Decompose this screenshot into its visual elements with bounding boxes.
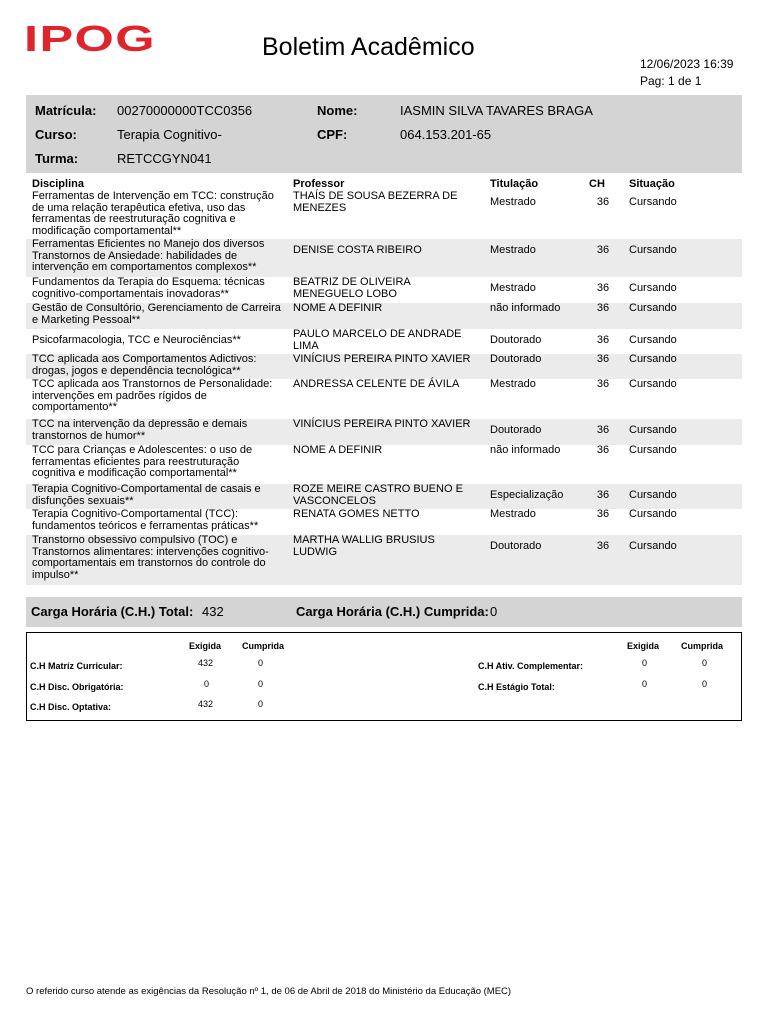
table-row (26, 484, 742, 509)
logo-text: IPOG (24, 22, 156, 54)
matricula-label: Matrícula: (35, 103, 97, 118)
footer-note: O referido curso atende as exigências da Resolução nº 1, de 06 de Abril de 2018 do Ministério da Educação (MEC) (26, 986, 512, 997)
cell-titulacao: Doutorado (484, 354, 583, 379)
cell-professor: NOME A DEFINIR (287, 303, 484, 329)
matriz-curricular-label: C.H Matríz Curricular: (30, 661, 123, 671)
cell-professor: ANDRESSA CELENTE DE ÁVILA (293, 378, 460, 390)
table-header-row (26, 175, 742, 191)
left-exigida-header: Exigida (189, 641, 222, 651)
col-header-titulacao: Titulação (490, 177, 539, 190)
cell-titulacao: não informado (484, 303, 583, 329)
estagio-total-cumprida: 0 (702, 679, 708, 689)
curso-label: Curso: (35, 127, 77, 142)
cell-professor: PAULO MARCELO DE ANDRADE LIMA (293, 328, 462, 352)
left-cumprida-header: Cumprida (242, 641, 285, 651)
cell-ch: 36 (596, 508, 610, 520)
cell-titulacao: não informado (490, 444, 561, 456)
turma-label: Turma: (35, 151, 79, 166)
cell-situacao: Cursando (629, 282, 677, 294)
cell-titulacao: Doutorado (484, 419, 583, 445)
cell-titulacao: Mestrado (490, 378, 536, 390)
cell-titulacao: Mestrado (490, 282, 536, 294)
ativ-complementar-cumprida: 0 (702, 658, 708, 668)
disc-optativa-label: C.H Disc. Optativa: (30, 702, 112, 712)
cell-situacao: Cursando (629, 508, 677, 520)
table-row (26, 419, 742, 445)
col-header-ch: CH (589, 177, 605, 190)
cell-professor: MARTHA WALLIG BRUSIUS LUDWIG (287, 535, 484, 585)
table-row (26, 277, 742, 303)
cell-disciplina: TCC aplicada aos Transtornos de Personalidade: intervenções em padrões rígidos de comportamento** (32, 378, 273, 413)
ativ-complementar-label: C.H Ativ. Complementar: (478, 661, 584, 671)
cell-situacao: Cursando (623, 535, 742, 585)
cell-ch: 36 (596, 334, 610, 346)
cell-ch: 36 (583, 535, 623, 585)
matriz-curricular-cumprida: 0 (258, 658, 264, 668)
cell-disciplina: Terapia Cognitivo-Comportamental (TCC): fundamentos teóricos e ferramentas práticas** (32, 508, 259, 532)
table-row (26, 509, 742, 535)
cell-situacao: Cursando (623, 239, 742, 277)
disc-obrigatoria-exigida: 0 (204, 679, 210, 689)
cell-disciplina: Ferramentas de Intervenção em TCC: construção de uma relação terapêutica efetiva, uso das ferramentas de reestruturação cognitiva e modificação comportamental** (32, 190, 274, 237)
disciplines-body (26, 191, 742, 585)
cell-disciplina: Terapia Cognitivo-Comportamental de casais e disfunções sexuais** (26, 484, 287, 509)
cell-professor: VINÍCIUS PEREIRA PINTO XAVIER (287, 419, 484, 445)
page-title: Boletim Acadêmico (262, 33, 475, 61)
disciplines-table (26, 175, 742, 585)
cpf-label: CPF: (317, 127, 348, 142)
cell-disciplina: Psicofarmacologia, TCC e Neurociências** (32, 334, 241, 346)
cell-professor: DENISE COSTA RIBEIRO (287, 239, 484, 277)
cell-professor: RENATA GOMES NETTO (293, 508, 420, 520)
cell-situacao: Cursando (623, 419, 742, 445)
cell-ch: 36 (596, 196, 610, 208)
col-header-disciplina: Disciplina (32, 177, 84, 190)
cell-titulacao: Especialização (484, 484, 583, 509)
cell-ch: 36 (596, 444, 610, 456)
totals-bar (26, 597, 742, 627)
table-row (26, 354, 742, 379)
cell-ch: 36 (596, 282, 610, 294)
nome-value: IASMIN SILVA TAVARES BRAGA (400, 103, 593, 118)
table-row (26, 239, 742, 277)
cell-professor: ROZE MEIRE CASTRO BUENO E VASCONCELOS (287, 484, 484, 509)
table-row (26, 303, 742, 329)
table-row (26, 379, 742, 419)
nome-label: Nome: (317, 103, 358, 118)
cell-disciplina: TCC aplicada aos Comportamentos Adictivos: drogas, jogos e dependência tecnológica** (26, 354, 287, 379)
total-value: 432 (202, 604, 224, 619)
estagio-total-label: C.H Estágio Total: (478, 682, 555, 692)
total-label: Carga Horária (C.H.) Total: (31, 604, 194, 619)
table-row (26, 535, 742, 585)
cell-ch: 36 (583, 419, 623, 445)
table-row (26, 445, 742, 484)
ipog-logo (24, 22, 158, 59)
disc-optativa-cumprida: 0 (258, 699, 264, 709)
cpf-value: 064.153.201-65 (400, 127, 492, 142)
cell-titulacao: Doutorado (484, 535, 583, 585)
table-row (26, 329, 742, 354)
print-datetime: 12/06/2023 16:39 (640, 57, 734, 71)
cell-situacao: Cursando (629, 334, 677, 346)
page-number: Pag: 1 de 1 (640, 74, 702, 88)
estagio-total-exigida: 0 (642, 679, 648, 689)
col-header-professor: Professor (293, 177, 345, 190)
curso-value: Terapia Cognitivo- (117, 127, 222, 142)
matricula-value: 00270000000TCC0356 (117, 103, 253, 118)
turma-value: RETCCGYN041 (117, 151, 212, 166)
cell-situacao: Cursando (623, 303, 742, 329)
ativ-complementar-exigida: 0 (642, 658, 648, 668)
cell-situacao: Cursando (629, 196, 677, 208)
cell-ch: 36 (583, 303, 623, 329)
cell-titulacao: Doutorado (490, 334, 542, 346)
cell-professor: NOME A DEFINIR (293, 444, 383, 456)
cell-situacao: Cursando (629, 444, 677, 456)
cell-professor: VINÍCIUS PEREIRA PINTO XAVIER (287, 354, 484, 379)
cell-situacao: Cursando (623, 354, 742, 379)
cell-ch: 36 (583, 484, 623, 509)
cumprida-value: 0 (490, 604, 498, 619)
cell-ch: 36 (596, 378, 610, 390)
disc-obrigatoria-cumprida: 0 (258, 679, 264, 689)
cumprida-label: Carga Horária (C.H.) Cumprida: (296, 604, 489, 619)
cell-disciplina: Ferramentas Eficientes no Manejo dos diversos Transtornos de Ansiedade: habilidades de intervenção em comportamentos complexos** (26, 239, 287, 277)
disc-obrigatoria-label: C.H Disc. Obrigatória: (30, 682, 124, 692)
student-info-box (26, 95, 742, 173)
col-header-situacao: Situação (629, 177, 675, 190)
cell-disciplina: Fundamentos da Terapia do Esquema: técnicas cognitivo-comportamentais inovadoras** (32, 276, 265, 300)
disc-optativa-exigida: 432 (198, 699, 214, 709)
cell-situacao: Cursando (629, 378, 677, 390)
cell-ch: 36 (583, 239, 623, 277)
right-cumprida-header: Cumprida (681, 641, 724, 651)
matriz-curricular-exigida: 432 (198, 658, 214, 668)
cell-titulacao: Mestrado (490, 508, 536, 520)
cell-titulacao: Mestrado (484, 239, 583, 277)
workload-summary (26, 632, 742, 721)
table-row (26, 191, 742, 239)
cell-ch: 36 (583, 354, 623, 379)
right-exigida-header: Exigida (627, 641, 660, 651)
cell-disciplina: Transtorno obsessivo compulsivo (TOC) e Transtornos alimentares: intervenções cognitivo-comportamentais em transtornos do controle do impulso** (26, 535, 287, 585)
cell-disciplina: Gestão de Consultório, Gerenciamento de Carreira e Marketing Pessoal** (26, 303, 287, 329)
cell-titulacao: Mestrado (490, 196, 536, 208)
cell-professor: BEATRIZ DE OLIVEIRA MENEGUELO LOBO (293, 276, 411, 300)
cell-disciplina: TCC na intervenção da depressão e demais transtornos de humor** (26, 419, 287, 445)
cell-situacao: Cursando (623, 484, 742, 509)
cell-disciplina: TCC para Crianças e Adolescentes: o uso de ferramentas eficientes para reestruturação cognitiva e modificação comportamental** (32, 444, 253, 479)
print-info (640, 56, 733, 90)
cell-professor: THAÍS DE SOUSA BEZERRA DE MENEZES (293, 190, 458, 214)
